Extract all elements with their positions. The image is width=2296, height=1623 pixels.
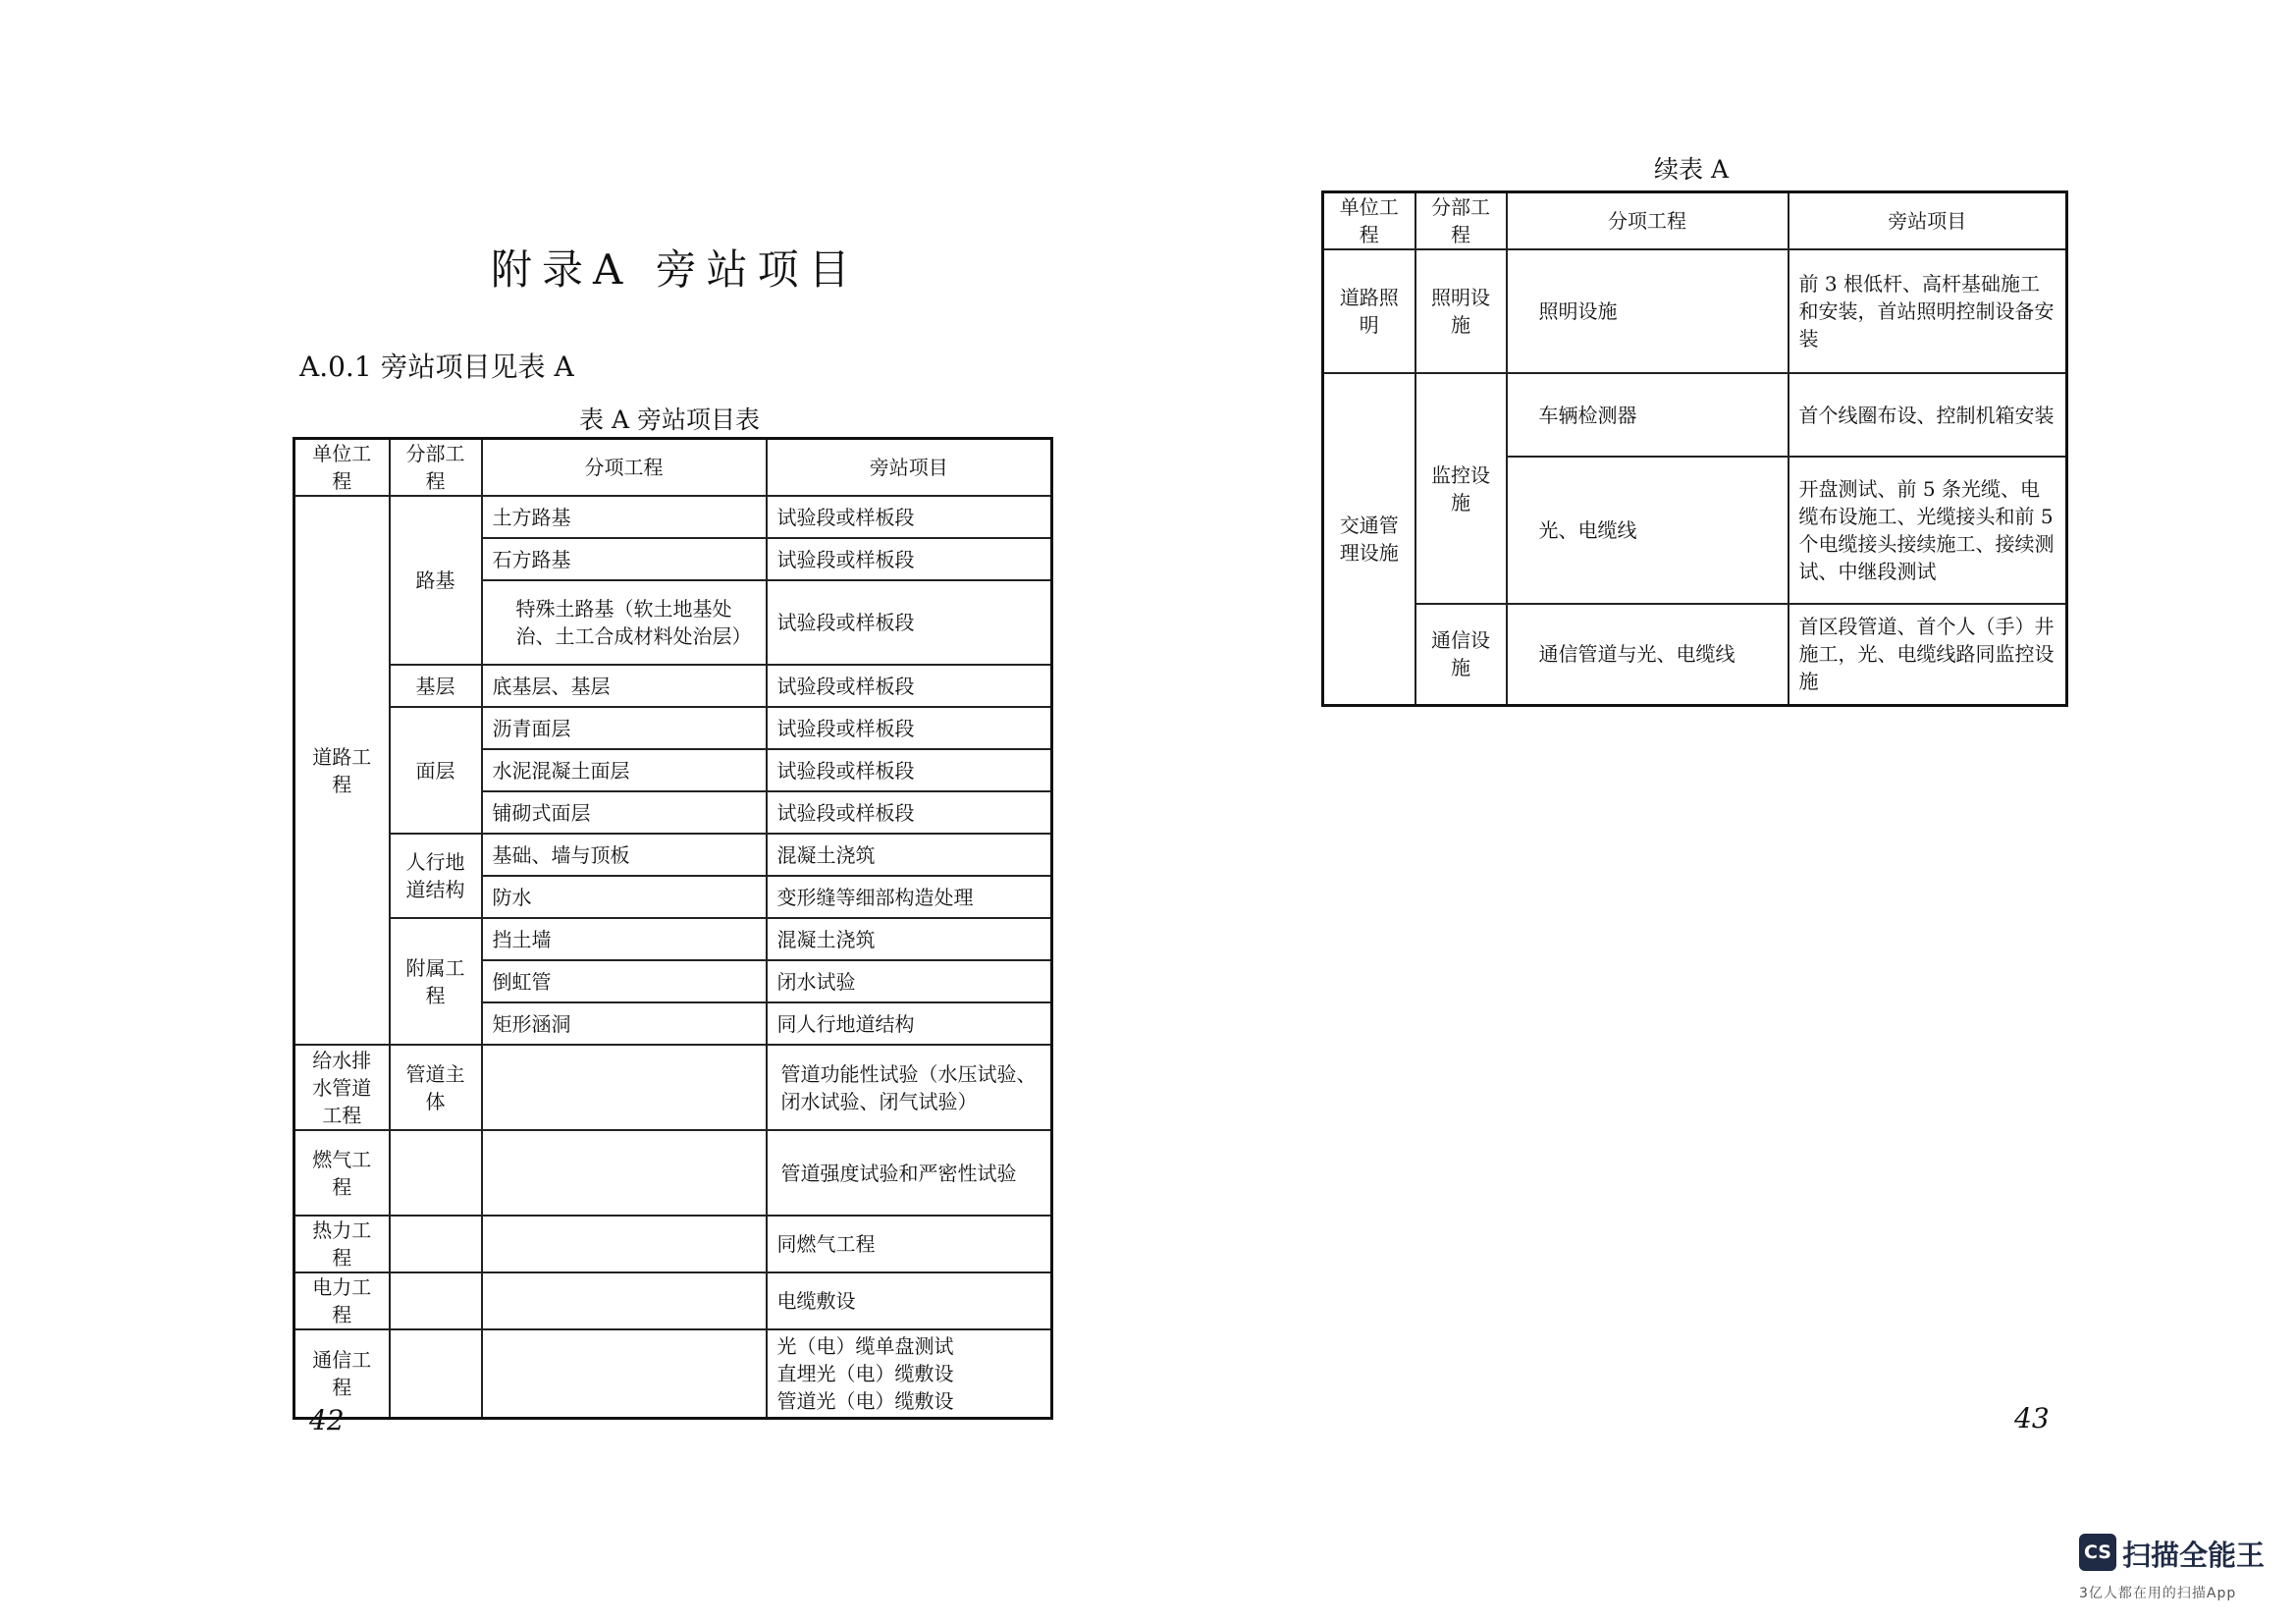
division-cell: 管道主体	[390, 1045, 482, 1130]
division-cell: 路基	[390, 496, 482, 665]
bypass-item-cell: 管道强度试验和严密性试验	[767, 1130, 1052, 1216]
bypass-item-cell: 试验段或样板段	[767, 580, 1052, 665]
table-header-row	[294, 439, 1052, 497]
unit-cell: 道路工程	[294, 496, 390, 1045]
subitem-cell: 水泥混凝土面层	[482, 749, 767, 791]
division-cell: 监控设施	[1415, 373, 1507, 604]
unit-cell: 通信工程	[294, 1329, 390, 1418]
subitem-cell: 照明设施	[1507, 249, 1789, 373]
division-cell	[390, 1216, 482, 1272]
table-row	[294, 1130, 1052, 1216]
unit-cell: 电力工程	[294, 1272, 390, 1329]
bypass-item-cell: 试验段或样板段	[767, 791, 1052, 834]
division-cell	[390, 1272, 482, 1329]
header-bypass-item: 旁站项目	[1789, 192, 2067, 250]
table-row	[294, 1272, 1052, 1329]
division-cell	[390, 1130, 482, 1216]
cs-logo-icon: CS	[2079, 1534, 2116, 1571]
division-cell: 通信设施	[1415, 604, 1507, 705]
table-row	[294, 496, 1052, 538]
subitem-cell: 石方路基	[482, 538, 767, 580]
bypass-item-cell: 电缆敷设	[767, 1272, 1052, 1329]
bypass-item-cell: 混凝土浇筑	[767, 918, 1052, 960]
bypass-item-cell: 管道功能性试验（水压试验、闭水试验、闭气试验）	[767, 1045, 1052, 1130]
header-subitem: 分项工程	[1507, 192, 1789, 250]
unit-cell: 给水排水管道工程	[294, 1045, 390, 1130]
table-row	[294, 665, 1052, 707]
page-number-right: 43	[2014, 1402, 2050, 1434]
bypass-item-cell: 试验段或样板段	[767, 707, 1052, 749]
subitem-cell: 沥青面层	[482, 707, 767, 749]
subitem-cell: 通信管道与光、电缆线	[1507, 604, 1789, 705]
unit-cell: 燃气工程	[294, 1130, 390, 1216]
division-cell: 面层	[390, 707, 482, 834]
table-row	[294, 1045, 1052, 1130]
subitem-cell: 防水	[482, 876, 767, 918]
header-unit: 单位工程	[294, 439, 390, 497]
subitem-cell	[482, 1272, 767, 1329]
header-subitem: 分项工程	[482, 439, 767, 497]
watermark-tagline: 3亿人都在用的扫描App	[2079, 1586, 2237, 1601]
division-cell: 附属工程	[390, 918, 482, 1045]
continued-table-caption: 续表 A	[1654, 155, 1730, 184]
bypass-item-cell: 试验段或样板段	[767, 665, 1052, 707]
bypass-item-cell: 闭水试验	[767, 960, 1052, 1002]
division-cell	[390, 1329, 482, 1418]
table-caption: 表 A 旁站项目表	[579, 406, 760, 434]
bypass-item-cell: 混凝土浇筑	[767, 834, 1052, 876]
subitem-cell: 矩形涵洞	[482, 1002, 767, 1045]
bypass-item-cell: 同燃气工程	[767, 1216, 1052, 1272]
subitem-cell: 光、电缆线	[1507, 457, 1789, 604]
table-row	[294, 707, 1052, 749]
bypass-item-cell: 变形缝等细部构造处理	[767, 876, 1052, 918]
subitem-cell	[482, 1216, 767, 1272]
subitem-cell	[482, 1045, 767, 1130]
table-row	[1323, 604, 2067, 705]
header-division: 分部工程	[1415, 192, 1507, 250]
unit-cell: 交通管理设施	[1323, 373, 1415, 705]
header-bypass-item: 旁站项目	[767, 439, 1052, 497]
division-cell: 基层	[390, 665, 482, 707]
table-row	[294, 1329, 1052, 1418]
bypass-project-table-continued	[1321, 190, 2068, 707]
bypass-item-cell: 试验段或样板段	[767, 496, 1052, 538]
section-heading: A.0.1 旁站项目见表 A	[299, 351, 574, 383]
bypass-item-cell: 前 3 根低杆、高杆基础施工和安装，首站照明控制设备安装	[1789, 249, 2067, 373]
subitem-cell: 倒虹管	[482, 960, 767, 1002]
scanner-watermark	[2079, 1532, 2275, 1610]
subitem-cell: 土方路基	[482, 496, 767, 538]
bypass-item-cell: 试验段或样板段	[767, 749, 1052, 791]
bypass-item-cell: 光（电）缆单盘测试 直埋光（电）缆敷设 管道光（电）缆敷设	[767, 1329, 1052, 1418]
header-division: 分部工程	[390, 439, 482, 497]
table-header-row	[1323, 192, 2067, 250]
table-row	[1323, 249, 2067, 373]
subitem-cell: 挡土墙	[482, 918, 767, 960]
bypass-item-cell: 同人行地道结构	[767, 1002, 1052, 1045]
table-row	[1323, 373, 2067, 457]
bypass-item-cell: 首区段管道、首个人（手）井施工，光、电缆线路同监控设施	[1789, 604, 2067, 705]
subitem-cell	[482, 1329, 767, 1418]
table-row	[294, 1216, 1052, 1272]
bypass-project-table	[293, 437, 1053, 1420]
unit-cell: 热力工程	[294, 1216, 390, 1272]
bypass-item-cell: 开盘测试、前 5 条光缆、电缆布设施工、光缆接头和前 5 个电缆接头接续施工、接续测试、中继段测试	[1789, 457, 2067, 604]
table-row	[294, 918, 1052, 960]
unit-cell: 道路照明	[1323, 249, 1415, 373]
subitem-cell: 车辆检测器	[1507, 373, 1789, 457]
bypass-item-cell: 首个线圈布设、控制机箱安装	[1789, 373, 2067, 457]
bypass-item-cell: 试验段或样板段	[767, 538, 1052, 580]
header-unit: 单位工程	[1323, 192, 1415, 250]
subitem-cell: 铺砌式面层	[482, 791, 767, 834]
division-cell: 人行地道结构	[390, 834, 482, 918]
watermark-name: 扫描全能王	[2122, 1539, 2266, 1572]
division-cell: 照明设施	[1415, 249, 1507, 373]
page-number-left: 42	[309, 1404, 345, 1436]
subitem-cell: 底基层、基层	[482, 665, 767, 707]
table-row	[294, 834, 1052, 876]
appendix-title: 附录A 旁站项目	[491, 245, 860, 294]
subitem-cell: 特殊土路基（软土地基处治、土工合成材料处治层）	[482, 580, 767, 665]
subitem-cell	[482, 1130, 767, 1216]
subitem-cell: 基础、墙与顶板	[482, 834, 767, 876]
